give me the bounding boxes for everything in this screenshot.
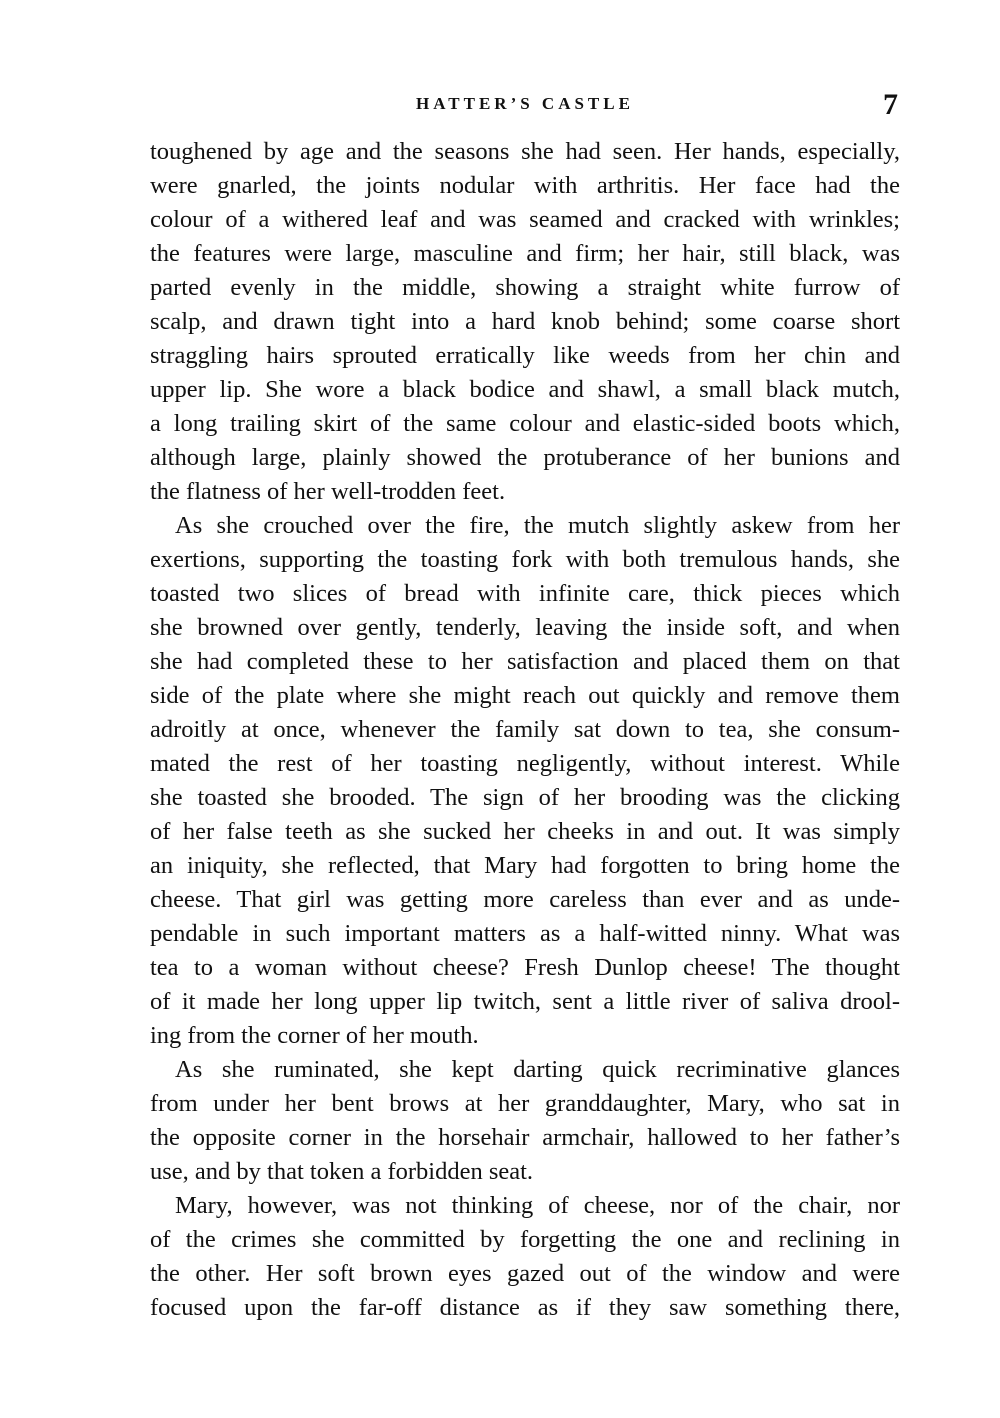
text-line: of her false teeth as she sucked her cheeks in and out. It was simply: [150, 818, 900, 845]
text-line: toasted two slices of bread with infinite care, thick pieces which: [150, 580, 900, 607]
text-line: cheese. That girl was getting more careless than ever and as unde-: [150, 886, 900, 913]
text-line: focused upon the far-off distance as if they saw something there,: [150, 1294, 900, 1321]
text-line: a long trailing skirt of the same colour and elastic-sided boots which,: [150, 410, 900, 437]
paragraph: [150, 135, 900, 509]
text-line: the flatness of her well-trodden feet.: [150, 478, 506, 505]
text-line: the other. Her soft brown eyes gazed out of the window and were: [150, 1260, 900, 1287]
paragraph: [150, 509, 900, 1053]
paragraph: [150, 1189, 900, 1325]
book-title: HATTER’S CASTLE: [416, 94, 634, 113]
text-line: she toasted she brooded. The sign of her brooding was the clicking: [150, 784, 900, 811]
text-line: the opposite corner in the horsehair armchair, hallowed to her father’s: [150, 1124, 900, 1151]
text-line: As she ruminated, she kept darting quick recriminative glances: [175, 1056, 900, 1083]
running-head: [150, 90, 900, 120]
text-line: she had completed these to her satisfaction and placed them on that: [150, 648, 900, 675]
text-line: were gnarled, the joints nodular with arthritis. Her face had the: [150, 172, 900, 199]
text-line: colour of a withered leaf and was seamed and cracked with wrinkles;: [150, 206, 900, 233]
text-line: Mary, however, was not thinking of cheese, nor of the chair, nor: [175, 1192, 900, 1219]
text-line: tea to a woman without cheese? Fresh Dunlop cheese! The thought: [150, 954, 900, 981]
text-line: straggling hairs sprouted erratically like weeds from her chin and: [150, 342, 900, 369]
text-line: ing from the corner of her mouth.: [150, 1022, 479, 1049]
page-number: 7: [883, 88, 898, 121]
text-line: use, and by that token a forbidden seat.: [150, 1158, 534, 1185]
text-line: toughened by age and the seasons she had seen. Her hands, especially,: [150, 138, 900, 165]
text-line: of it made her long upper lip twitch, sent a little river of saliva drool-: [150, 988, 900, 1015]
text-line: adroitly at once, whenever the family sat down to tea, she consum-: [150, 716, 900, 743]
text-line: side of the plate where she might reach out quickly and remove them: [150, 682, 900, 709]
text-line: pendable in such important matters as a half-witted ninny. What was: [150, 920, 900, 947]
text-line: of the crimes she committed by forgetting the one and reclining in: [150, 1226, 900, 1253]
text-line: parted evenly in the middle, showing a straight white furrow of: [150, 274, 900, 301]
paragraph: [150, 1053, 900, 1189]
text-line: from under her bent brows at her granddaughter, Mary, who sat in: [150, 1090, 900, 1117]
text-line: the features were large, masculine and firm; her hair, still black, was: [150, 240, 900, 267]
text-line: she browned over gently, tenderly, leaving the inside soft, and when: [150, 614, 900, 641]
text-line: upper lip. She wore a black bodice and shawl, a small black mutch,: [150, 376, 900, 403]
text-line: although large, plainly showed the protuberance of her bunions and: [150, 444, 900, 471]
text-line: exertions, supporting the toasting fork with both tremulous hands, she: [150, 546, 900, 573]
text-line: mated the rest of her toasting negligently, without interest. While: [150, 750, 900, 777]
text-line: scalp, and drawn tight into a hard knob behind; some coarse short: [150, 308, 900, 335]
text-line: As she crouched over the fire, the mutch slightly askew from her: [175, 512, 900, 539]
text-line: an iniquity, she reflected, that Mary had forgotten to bring home the: [150, 852, 900, 879]
body-text: [150, 135, 900, 1325]
